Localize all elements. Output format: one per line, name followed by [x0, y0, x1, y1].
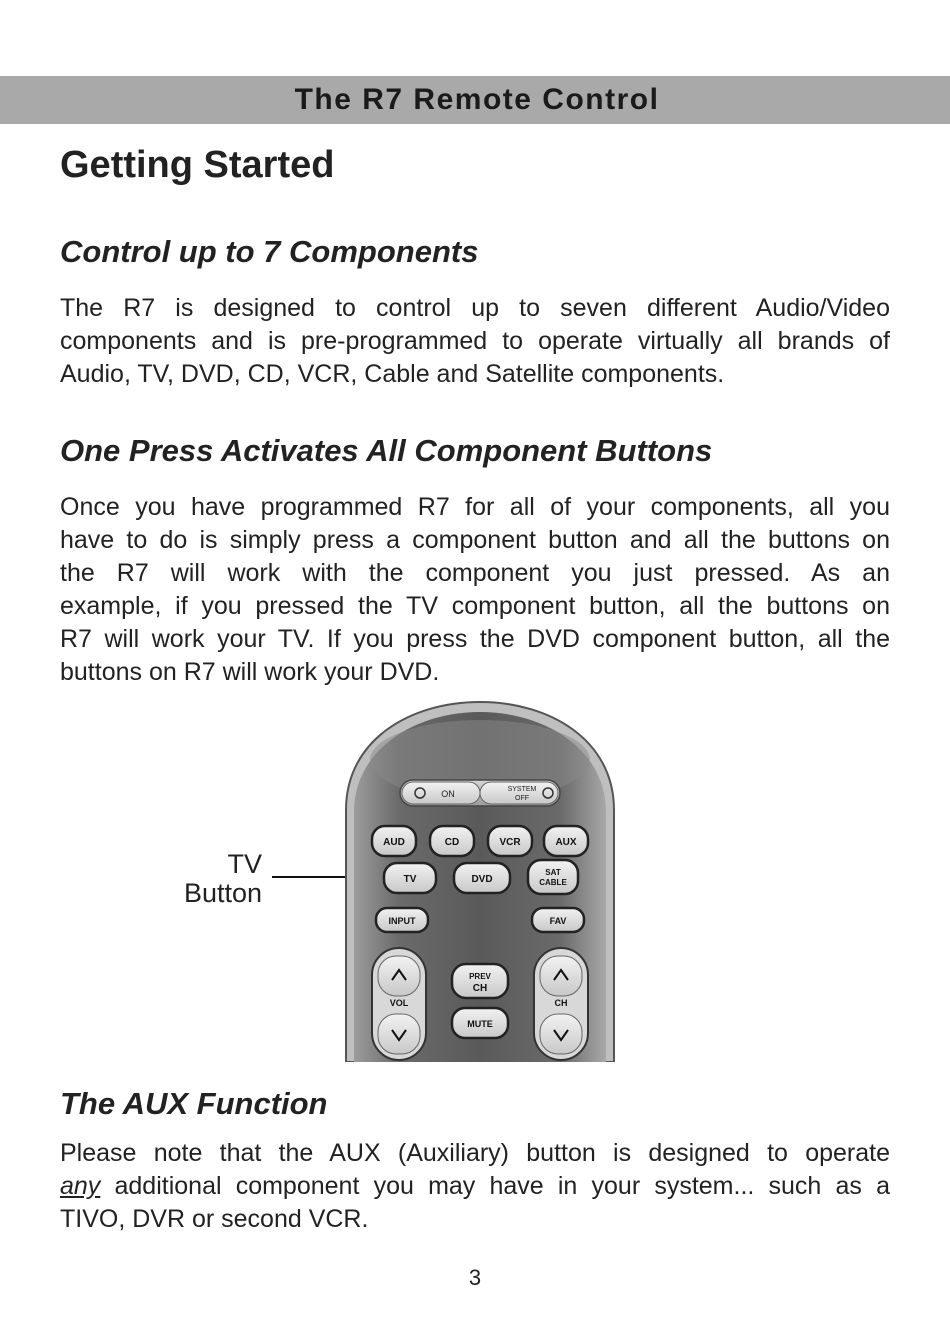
- paragraph-line: [60, 1170, 890, 1203]
- paragraph-line: buttons on R7 will work your DVD.: [60, 658, 440, 686]
- paragraph-components: [60, 292, 890, 391]
- paragraph-line: Audio, TV, DVD, CD, VCR, Cable and Satellite components.: [60, 360, 725, 388]
- page-title: Getting Started: [60, 144, 335, 186]
- prev-ch-button-label: CH: [472, 983, 488, 994]
- paragraph-line: example, if you pressed the TV component button, all the buttons on: [60, 592, 890, 620]
- paragraph-line: Please note that the AUX (Auxiliary) button is designed to operate: [60, 1139, 890, 1167]
- aud-button-label: AUD: [383, 837, 405, 848]
- system-off-label: SYSTEM: [507, 786, 537, 793]
- dvd-button-label: DVD: [471, 874, 493, 885]
- paragraph-line: have to do is simply press a component button and all the buttons on: [60, 526, 890, 554]
- system-off-label: OFF: [515, 795, 529, 802]
- callout-line: TV: [227, 849, 262, 879]
- paragraph-line: The R7 is designed to control up to seven different Audio/Video: [60, 294, 890, 322]
- mute-button-label: MUTE: [467, 1019, 493, 1029]
- header-bar: [0, 76, 950, 124]
- tv-button-label: TV: [403, 874, 417, 885]
- sat-button-label: SAT: [545, 868, 561, 877]
- vol-label: VOL: [389, 998, 409, 1008]
- paragraph-line: components and is pre-programmed to operate virtually all brands of: [60, 327, 890, 355]
- emphasis-any: any: [60, 1172, 101, 1200]
- fav-button-label: FAV: [549, 916, 567, 926]
- paragraph-line: TIVO, DVR or second VCR.: [60, 1205, 369, 1233]
- page-number: 3: [468, 1265, 482, 1290]
- section-heading-one-press: One Press Activates All Component Buttons: [60, 433, 713, 468]
- vcr-button-label: VCR: [499, 837, 521, 848]
- callout-line: Button: [183, 878, 262, 908]
- input-button-label: INPUT: [388, 916, 416, 926]
- sat-button-label: CABLE: [539, 878, 567, 887]
- section-heading-components: Control up to 7 Components: [60, 234, 479, 269]
- cd-button-label: CD: [444, 837, 460, 848]
- paragraph-line: R7 will work your TV. If you press the DVD component button, all the: [60, 625, 890, 653]
- header-title: The R7 Remote Control: [294, 83, 660, 116]
- paragraph-one-press: [60, 491, 890, 689]
- paragraph-line-rest: additional component you may have in your system... such as a: [100, 1172, 890, 1200]
- paragraph-aux: [60, 1137, 890, 1236]
- tv-button-callout: [160, 850, 262, 908]
- on-label: ON: [441, 789, 455, 799]
- paragraph-line: Once you have programmed R7 for all of your components, all you: [60, 493, 890, 521]
- ch-label: CH: [554, 998, 568, 1008]
- remote-image: [340, 700, 620, 1062]
- paragraph-line: the R7 will work with the component you just pressed. As an: [60, 559, 890, 587]
- prev-ch-button-label: PREV: [469, 972, 491, 981]
- aux-button-label: AUX: [555, 837, 577, 848]
- section-heading-aux: The AUX Function: [60, 1086, 328, 1121]
